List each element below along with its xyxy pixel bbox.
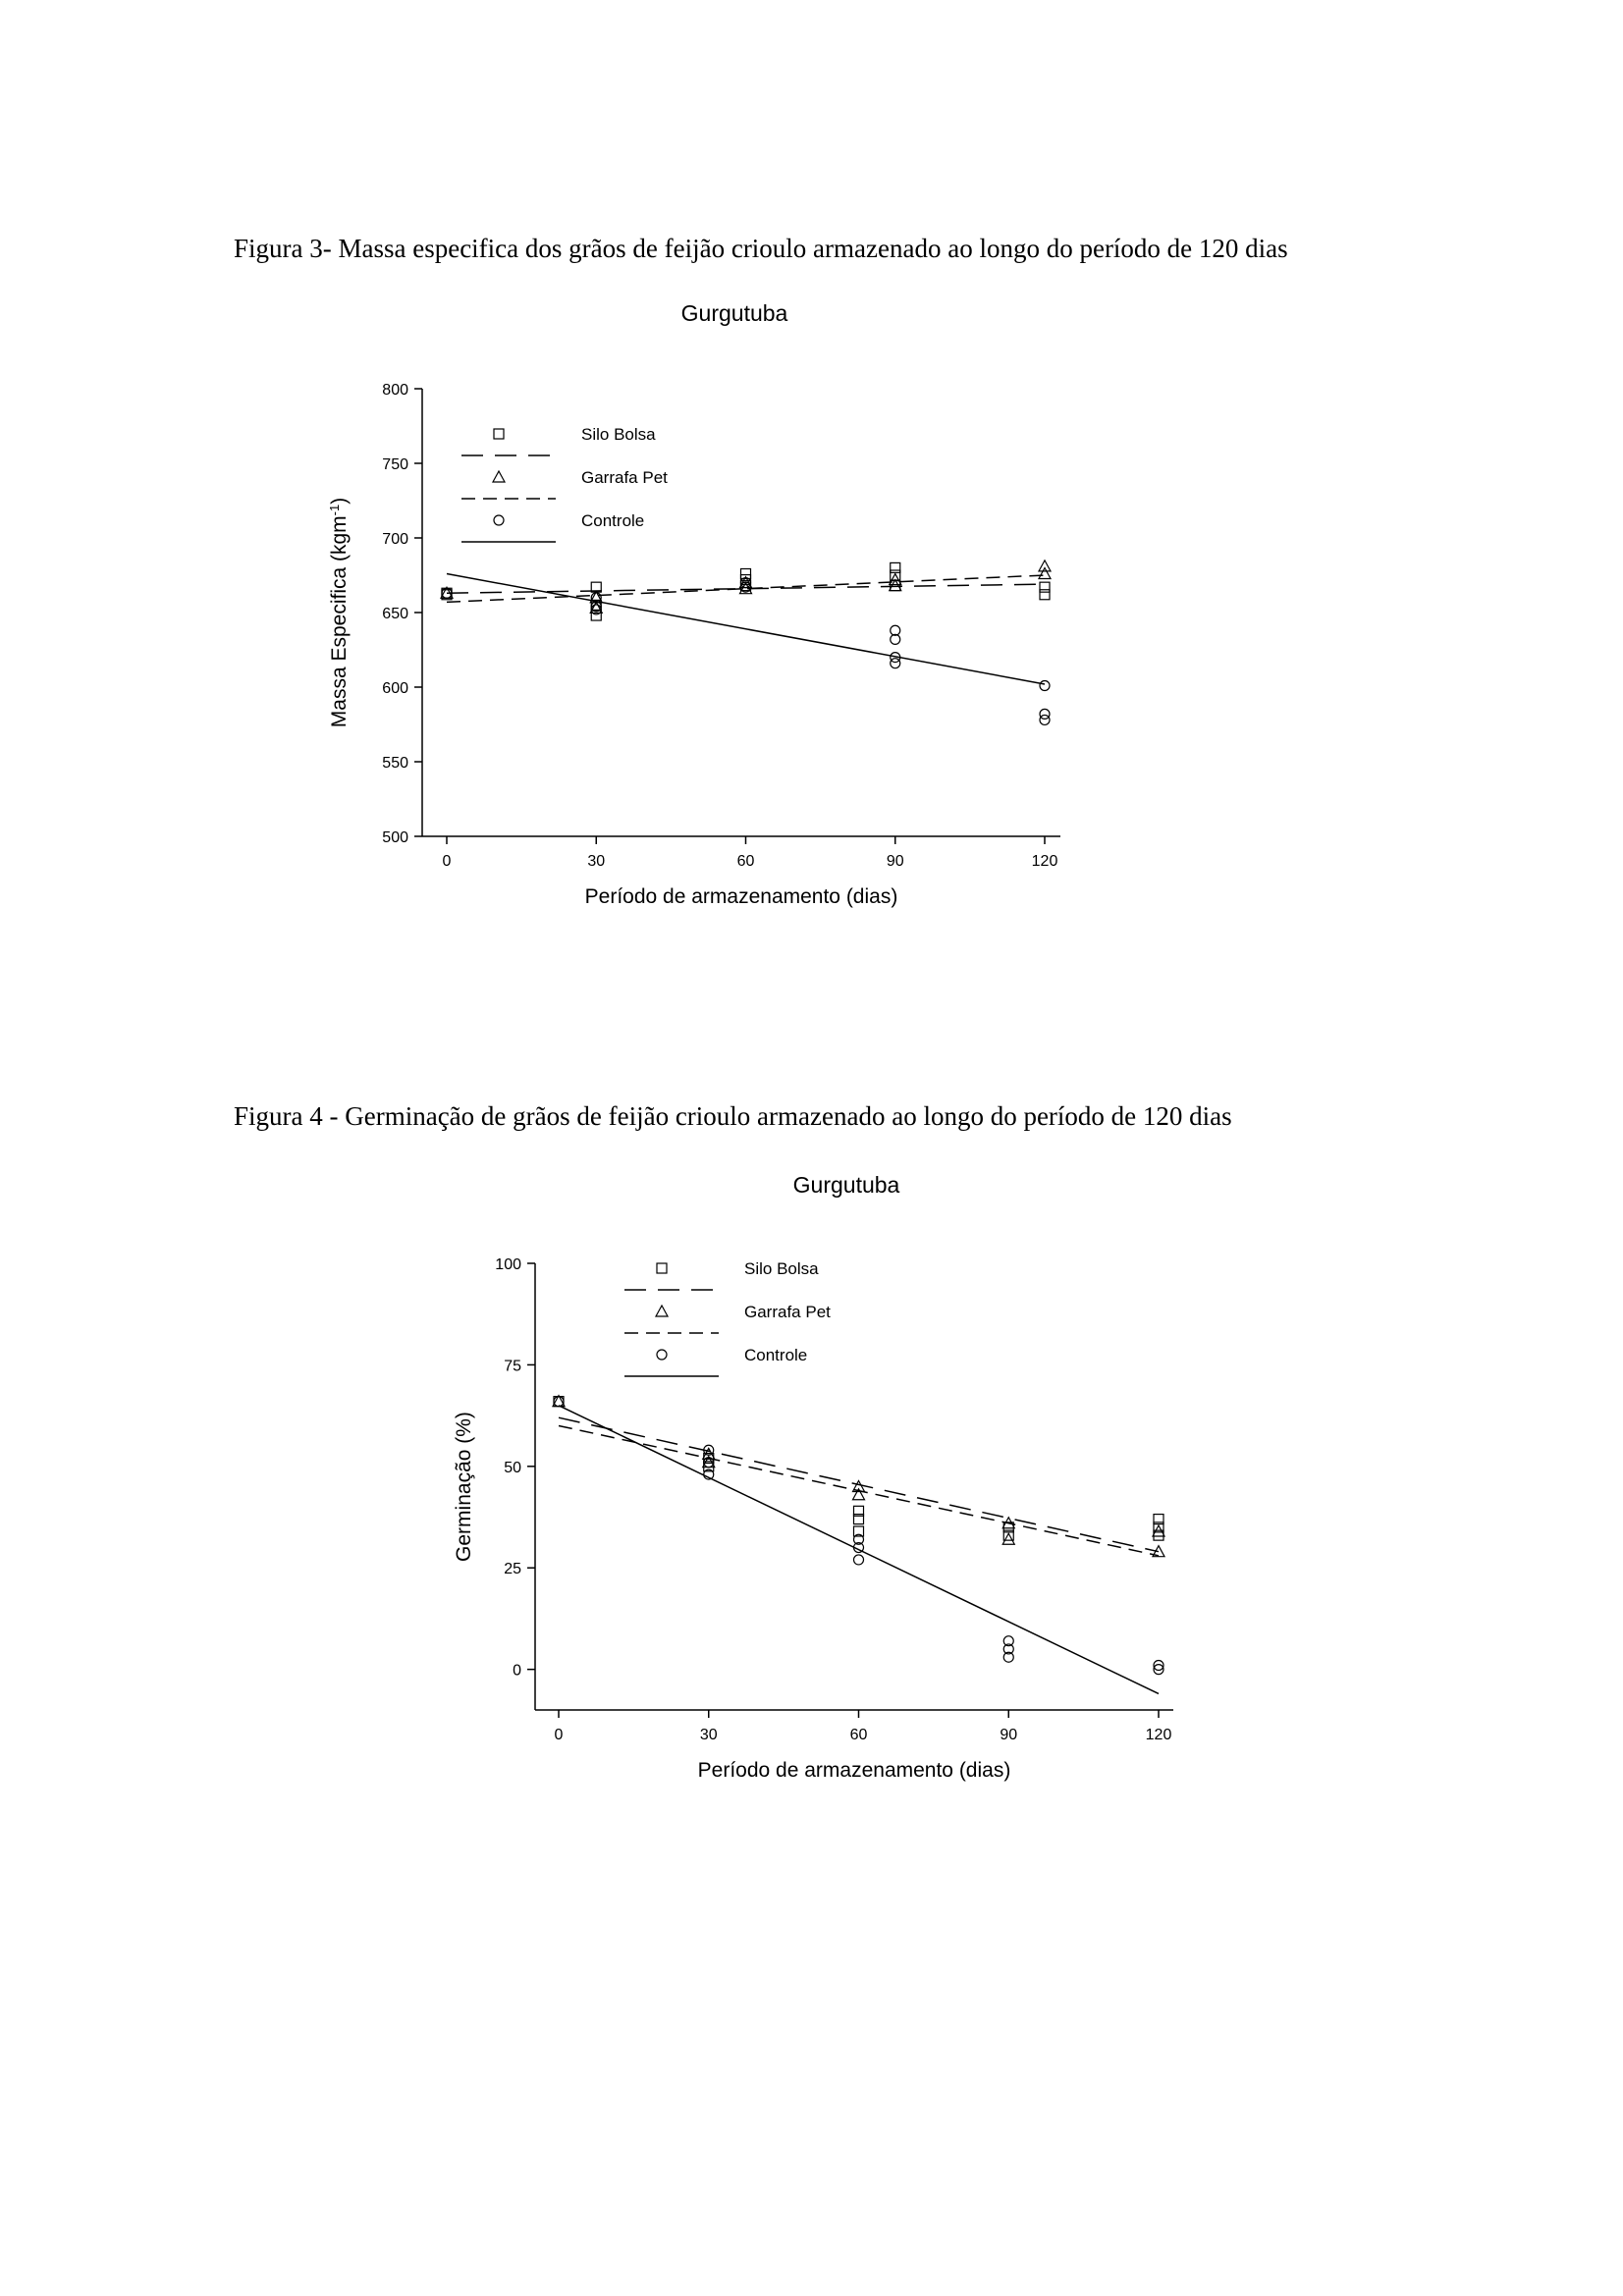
c2-fit-line-0 <box>559 1417 1159 1552</box>
c1-y-tick-label-500: 500 <box>382 829 408 846</box>
c1-legend-label-0: Silo Bolsa <box>581 425 656 444</box>
c2-x-tick-label-90: 90 <box>1000 1727 1018 1743</box>
c1-x-tick-label-30: 30 <box>587 853 606 870</box>
c1-y-tick-label-550: 550 <box>382 755 408 772</box>
c2-legend-marker-0 <box>657 1263 667 1273</box>
figure-4-caption: Figura 4 - Germinação de grãos de feijão crioulo armazenado ao longo do período de 120 dias <box>234 1101 1232 1131</box>
c2-y-tick-label-100: 100 <box>495 1256 521 1273</box>
c2-x-axis-label: Período de armazenamento (dias) <box>697 1759 1011 1782</box>
c2-x-tick-label-0: 0 <box>554 1727 564 1743</box>
c1-y-axis-label: Massa Especifica (kgm$^{-1}$) <box>326 497 351 728</box>
c2-fit-line-2 <box>559 1406 1159 1694</box>
c2-legend-marker-1 <box>656 1306 668 1316</box>
c1-x-tick-label-60: 60 <box>736 853 755 870</box>
figure-3-caption: Figura 3- Massa especifica dos grãos de feijão crioulo armazenado ao longo do período de 120 dias <box>234 234 1288 263</box>
c1-y-tick-label-800: 800 <box>382 382 408 399</box>
c1-x-tick-label-120: 120 <box>1031 853 1058 870</box>
c2-x-tick-label-120: 120 <box>1145 1727 1172 1743</box>
c1-x-tick-label-90: 90 <box>886 853 904 870</box>
c2-point-1-6 <box>1002 1533 1014 1544</box>
c2-x-tick-label-30: 30 <box>699 1727 718 1743</box>
c2-x-tick-label-60: 60 <box>849 1727 868 1743</box>
c2-y-tick-label-75: 75 <box>504 1358 521 1375</box>
c2-chart-title: Gurgutuba <box>792 1172 900 1198</box>
c1-chart-title: Gurgutuba <box>680 300 788 326</box>
c2-y-tick-label-25: 25 <box>504 1561 521 1578</box>
c1-legend-label-2: Controle <box>581 511 645 530</box>
c1-legend-label-1: Garrafa Pet <box>581 468 668 487</box>
c2-legend-marker-2 <box>657 1350 667 1360</box>
c2-y-tick-label-50: 50 <box>504 1459 521 1476</box>
c2-y-axis-label: Germinação (%) <box>453 1412 475 1562</box>
c1-y-tick-label-600: 600 <box>382 680 408 697</box>
c2-legend-label-1: Garrafa Pet <box>744 1303 831 1321</box>
c2-point-2-6 <box>854 1555 864 1565</box>
c1-y-tick-label-750: 750 <box>382 456 408 473</box>
c2-y-tick-label-0: 0 <box>513 1662 521 1680</box>
c2-legend-label-0: Silo Bolsa <box>744 1259 819 1278</box>
c1-x-axis-label: Período de armazenamento (dias) <box>584 885 898 908</box>
c2-legend-label-2: Controle <box>744 1346 808 1364</box>
c1-x-tick-label-0: 0 <box>442 853 452 870</box>
c1-y-tick-label-700: 700 <box>382 531 408 548</box>
c1-y-tick-label-650: 650 <box>382 606 408 622</box>
